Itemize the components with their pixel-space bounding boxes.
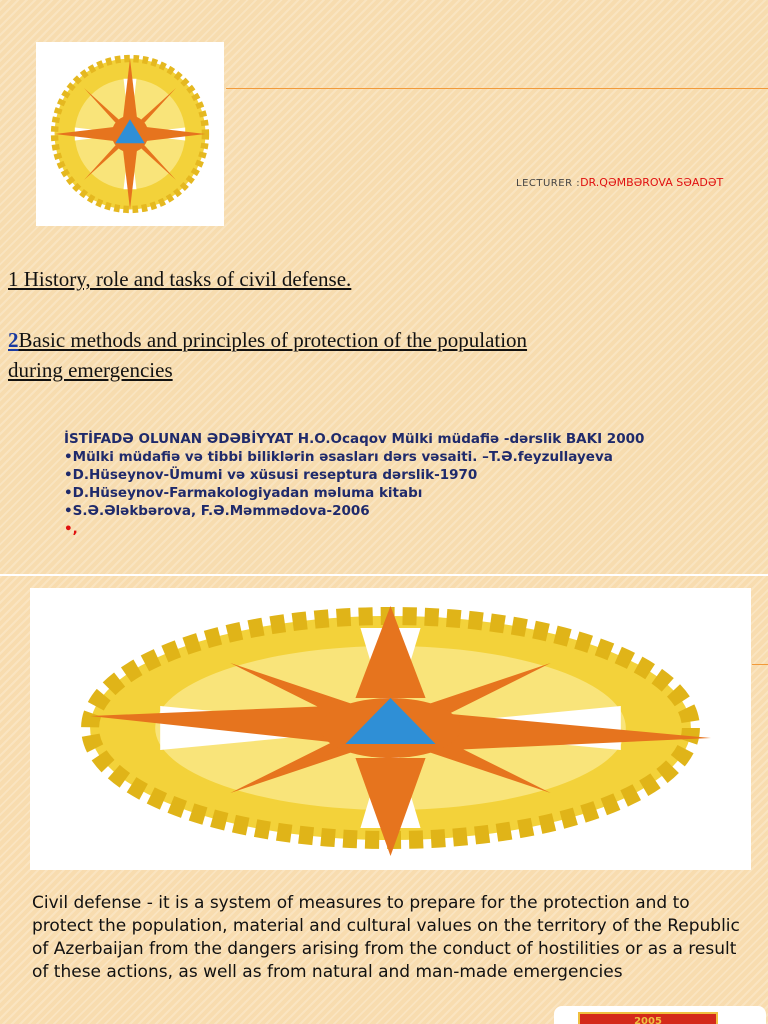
topic-2-text-line2: during emergencies [8, 358, 173, 382]
references-list [64, 430, 754, 538]
accent-line [752, 664, 768, 665]
topic-2 [8, 325, 527, 385]
lecturer-line [516, 176, 723, 189]
topic-1 [8, 264, 351, 294]
badge-thumbnail [554, 1006, 766, 1024]
reference-item: •Mülki müdafiə və tibbi biliklərin əsasları dərs vəsaiti. –T.Ə.feyzullayeva [64, 449, 613, 465]
badge-emblem [578, 1012, 718, 1024]
accent-line [226, 88, 768, 89]
slide-2 [0, 576, 768, 1024]
references-heading: İSTİFADƏ OLUNAN ƏDƏBİYYAT H.O.Ocaqov Mülki müdafiə -dərslik BAKI 2000 [64, 431, 645, 447]
civil-defense-emblem-icon [30, 588, 751, 870]
topic-1-text: History, role and tasks of civil defense. [18, 267, 352, 291]
topic-2-number: 2 [8, 328, 19, 352]
reference-item: •S.Ə.Ələkbərova, F.Ə.Məmmədova-2006 [64, 503, 370, 519]
reference-item: •D.Hüseynov-Ümumi və xüsusi reseptura dərslik-1970 [64, 467, 478, 483]
lecturer-name: DR.QƏMBƏROVA SƏADƏT [580, 176, 724, 189]
civil-defense-emblem-icon [36, 42, 224, 226]
reference-item-empty: •, [64, 521, 78, 537]
topic-2-text: Basic methods and principles of protection of the population [18, 328, 528, 352]
topic-1-number: 1 [8, 267, 19, 291]
badge-year: 2005 [634, 1016, 662, 1024]
lecturer-label: LECTURER : [516, 178, 581, 189]
reference-item: •D.Hüseynov-Farmakologiyadan məluma kitabı [64, 485, 423, 501]
emblem-logo-large [30, 588, 751, 870]
emblem-logo-small [36, 42, 224, 226]
civil-defense-definition: Civil defense - it is a system of measures to prepare for the protection and to protect the population, material and cultural values on the territory of the Republic of Azerbaijan from the dangers arising from the conduct of hostilities or as a result of these actions, as well as from natural and man-made emergencies [32, 893, 740, 982]
